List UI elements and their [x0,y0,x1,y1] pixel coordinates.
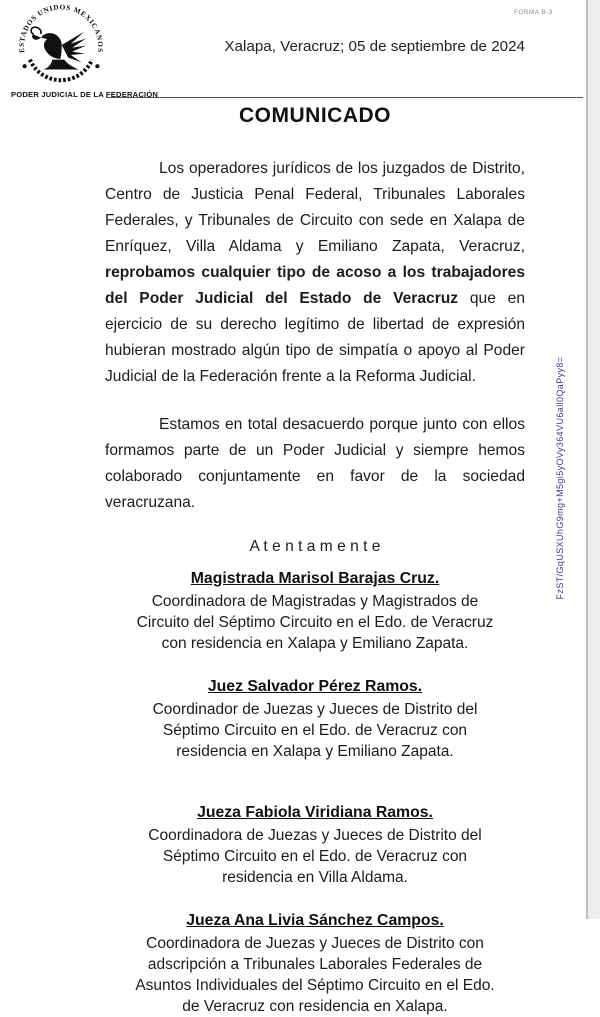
signatory-role: Coordinador de Juezas y Jueces de Distrito del Séptimo Circuito en el Edo. de Veracruz con residencia en Xalapa y Emiliano Zapata. [152,701,478,760]
signatory-name: Jueza Fabiola Viridiana Ramos. [197,804,433,821]
national-seal-icon [18,4,104,90]
header-divider [106,97,583,98]
signatory-name: Jueza Ana Livia Sánchez Campos. [186,912,444,929]
eagle-beak [32,34,41,39]
dateline: Xalapa, Veracruz; 05 de septiembre de 2024 [224,38,525,55]
eagle-wing [62,32,86,62]
cactus-pedestal [43,60,79,70]
seal-circular-text: ESTADOS UNIDOS MEXICANOS [18,4,104,54]
seal-rosette-left [22,64,26,68]
signatory-block-1 [105,570,525,654]
signatory-name: Magistrada Marisol Barajas Cruz. [190,570,440,587]
paragraph-1-lead: Los operadores jurídicos de los juzgados de Distrito, Centro de Justicia Penal Federal, Tribunales Laborales Federales, y Tribunales de Circuito con sede en Xalapa de Enríquez, Villa Aldama y Emiliano Zapata, Veracruz, [105,160,525,255]
verification-code: FzST/GqUSXUhG9mg+M5gi5yOVy364VU6all0QaPyy8= [555,356,565,600]
closing-salutation: A t e n t a m e n t e [249,538,381,555]
signatory-role: Coordinadora de Juezas y Jueces de Distrito con adscripción a Tribunales Laborales Federales de Asuntos Individuales del Séptimo Circuito en el Edo. de Veracruz con residencia en Xalapa. [135,935,495,1015]
paragraph-1 [105,156,525,390]
signatory-role: Coordinadora de Juezas y Jueces de Distrito del Séptimo Circuito en el Edo. de Veracruz con residencia en Villa Aldama. [148,827,482,886]
signatory-block-4 [105,912,525,1017]
signatory-block-2 [105,678,525,762]
paragraph-1-emphasis: reprobamos cualquier tipo de acoso a los trabajadores del Poder Judicial del Estado de Veracruz [105,264,525,307]
signatory-block-3 [105,804,525,888]
page-edge-shadow [586,0,600,919]
signatory-role: Coordinadora de Magistradas y Magistrados de Circuito del Séptimo Circuito en el Edo. de Veracruz con residencia en Xalapa y Emiliano Zapata. [136,593,494,652]
paragraph-1-tail: que en ejercicio de su derecho legítimo de libertad de expresión hubieran mostrado algún tipo de simpatía o apoyo al Poder Judicial de la Federación frente a la Reforma Judicial. [105,290,525,385]
signatory-name: Juez Salvador Pérez Ramos. [207,678,423,695]
snake [31,27,41,34]
paragraph-2: Estamos en total desacuerdo porque junto con ellos formamos parte de un Poder Judicial y siempre hemos colaborado conjuntamente en favor de la sociedad veracruzana. [105,416,525,511]
seal-rosette-right [95,64,99,68]
institution-name: PODER JUDICIAL DE LA FEDERACIÓN [11,90,159,99]
eagle-body [41,33,62,59]
document-title: COMUNICADO [239,104,391,127]
form-code: FORMA B-3 [514,9,553,16]
